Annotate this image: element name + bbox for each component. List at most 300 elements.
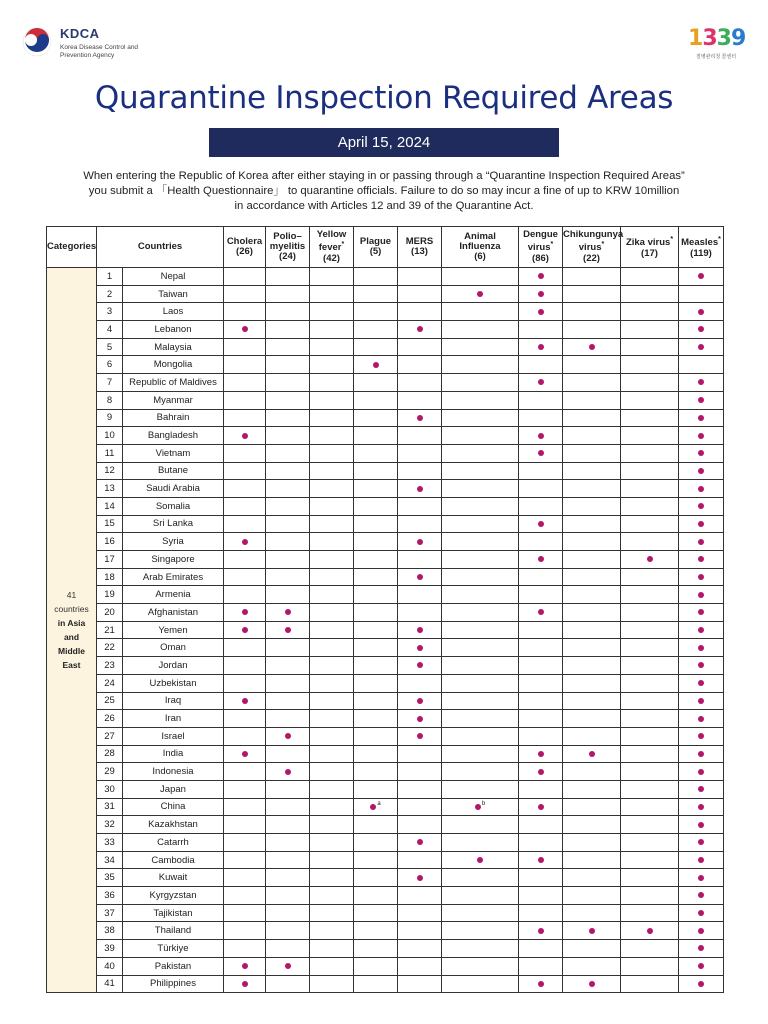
notice-line: you submit a 「Health Questionnaire」 to quarantine officials. Failure to do so may incur a fine of up to KRW 10million <box>88 185 680 197</box>
disease-cell <box>398 551 442 569</box>
row-number: 13 <box>97 480 123 498</box>
disease-cell <box>563 285 621 303</box>
disease-cell <box>398 303 442 321</box>
table-row <box>47 480 724 498</box>
disease-cell <box>310 957 354 975</box>
disease-cell <box>519 834 563 852</box>
row-number: 25 <box>97 692 123 710</box>
disease-cell <box>354 692 398 710</box>
country-name: Uzbekistan <box>123 674 224 692</box>
disease-cell <box>621 940 679 958</box>
table-row <box>47 869 724 887</box>
country-name: Republic of Maldives <box>123 374 224 392</box>
disease-header-line: Influenza <box>459 241 501 252</box>
disease-cell <box>442 586 519 604</box>
table-row <box>47 922 724 940</box>
disease-cell <box>224 427 266 445</box>
disease-cell <box>679 268 724 286</box>
required-dot-icon <box>417 539 423 545</box>
required-dot-icon <box>589 928 595 934</box>
country-name: Taiwan <box>123 285 224 303</box>
disease-cell <box>442 409 519 427</box>
disease-cell <box>354 356 398 374</box>
disease-cell <box>621 268 679 286</box>
required-dot-icon <box>647 928 653 934</box>
disease-cell <box>563 639 621 657</box>
disease-cell <box>563 692 621 710</box>
disease-header-line: (13) <box>411 246 428 257</box>
disease-cell <box>442 462 519 480</box>
country-name: Pakistan <box>123 957 224 975</box>
disease-cell <box>224 391 266 409</box>
disease-cell <box>442 480 519 498</box>
disease-cell <box>563 604 621 622</box>
disease-cell <box>519 798 563 816</box>
required-dot-icon <box>538 556 544 562</box>
disease-cell <box>679 639 724 657</box>
table-row <box>47 338 724 356</box>
country-name: Kuwait <box>123 869 224 887</box>
disease-cell <box>563 904 621 922</box>
disease-cell <box>563 657 621 675</box>
country-name: Somalia <box>123 497 224 515</box>
disease-cell <box>224 568 266 586</box>
required-dot-icon <box>698 344 704 350</box>
disease-cell <box>354 940 398 958</box>
disease-cell <box>519 533 563 551</box>
disease-cell <box>310 798 354 816</box>
disease-cell <box>398 568 442 586</box>
required-dot-icon <box>698 981 704 987</box>
disease-header-line: Zika virus* <box>625 236 674 249</box>
disease-cell <box>519 763 563 781</box>
disease-cell <box>679 551 724 569</box>
disease-cell <box>679 780 724 798</box>
disease-cell <box>398 444 442 462</box>
disease-cell <box>266 391 310 409</box>
disease-cell <box>563 568 621 586</box>
disease-cell <box>310 674 354 692</box>
disease-cell <box>563 551 621 569</box>
disease-cell <box>354 285 398 303</box>
disease-cell <box>563 303 621 321</box>
header-disease <box>519 227 563 268</box>
disease-cell <box>519 515 563 533</box>
required-dot-icon <box>538 433 544 439</box>
disease-cell <box>442 798 519 816</box>
disease-cell <box>442 374 519 392</box>
disease-cell <box>621 444 679 462</box>
required-dot-icon <box>698 556 704 562</box>
required-dot-icon <box>698 910 704 916</box>
required-dot-icon <box>477 857 483 863</box>
disease-cell <box>224 727 266 745</box>
required-dot-icon <box>538 309 544 315</box>
disease-cell <box>354 268 398 286</box>
date-banner: April 15, 2024 <box>209 128 559 157</box>
disease-cell <box>266 940 310 958</box>
required-dot-icon <box>647 556 653 562</box>
disease-cell <box>224 338 266 356</box>
category-line: and <box>63 632 80 643</box>
table-row <box>47 551 724 569</box>
required-dot-icon <box>285 609 291 615</box>
disease-cell <box>224 374 266 392</box>
disease-cell <box>563 745 621 763</box>
country-name: Türkiye <box>123 940 224 958</box>
disease-cell <box>679 391 724 409</box>
disease-cell <box>398 869 442 887</box>
disease-cell <box>519 285 563 303</box>
disease-cell <box>310 834 354 852</box>
row-number: 35 <box>97 869 123 887</box>
disease-cell <box>519 657 563 675</box>
row-number: 37 <box>97 904 123 922</box>
disease-cell <box>442 639 519 657</box>
row-number: 9 <box>97 409 123 427</box>
country-name: Kazakhstan <box>123 816 224 834</box>
disease-cell <box>621 710 679 728</box>
table-row <box>47 427 724 445</box>
footnote-mark: b <box>481 801 486 808</box>
disease-cell <box>621 515 679 533</box>
required-dot-icon <box>417 733 423 739</box>
disease-cell <box>354 409 398 427</box>
required-dot-icon <box>417 326 423 332</box>
disease-cell <box>519 480 563 498</box>
disease-cell <box>398 497 442 515</box>
country-name: Nepal <box>123 268 224 286</box>
disease-cell <box>679 480 724 498</box>
disease-cell <box>563 798 621 816</box>
disease-cell <box>310 639 354 657</box>
disease-cell <box>679 285 724 303</box>
required-dot-icon <box>698 468 704 474</box>
table-row <box>47 321 724 339</box>
disease-cell <box>354 321 398 339</box>
required-dot-icon <box>285 733 291 739</box>
disease-cell <box>442 922 519 940</box>
page-title: Quarantine Inspection Required Areas <box>94 80 674 116</box>
disease-cell <box>679 851 724 869</box>
disease-cell <box>563 268 621 286</box>
required-dot-icon <box>538 609 544 615</box>
required-dot-icon <box>538 981 544 987</box>
required-dot-icon <box>698 397 704 403</box>
required-dot-icon <box>698 680 704 686</box>
header-disease <box>442 227 519 268</box>
disease-cell <box>310 391 354 409</box>
disease-cell <box>442 568 519 586</box>
disease-cell <box>224 957 266 975</box>
country-name: Jordan <box>123 657 224 675</box>
disease-cell <box>398 975 442 993</box>
disease-cell <box>266 816 310 834</box>
disease-cell <box>621 604 679 622</box>
disease-cell <box>519 904 563 922</box>
disease-cell <box>442 745 519 763</box>
disease-cell <box>621 533 679 551</box>
country-name: Oman <box>123 639 224 657</box>
row-number: 36 <box>97 887 123 905</box>
disease-cell <box>519 851 563 869</box>
disease-cell <box>519 869 563 887</box>
disease-cell <box>354 657 398 675</box>
row-number: 12 <box>97 462 123 480</box>
disease-cell <box>563 763 621 781</box>
disease-cell <box>442 780 519 798</box>
disease-cell <box>519 268 563 286</box>
disease-cell <box>266 356 310 374</box>
disease-cell <box>563 533 621 551</box>
required-dot-icon <box>698 521 704 527</box>
disease-cell <box>224 409 266 427</box>
disease-cell <box>621 374 679 392</box>
disease-cell <box>224 657 266 675</box>
disease-cell <box>621 409 679 427</box>
disease-cell <box>398 480 442 498</box>
disease-cell <box>442 604 519 622</box>
country-name: Myanmar <box>123 391 224 409</box>
disease-cell <box>266 444 310 462</box>
disease-cell <box>621 568 679 586</box>
disease-cell <box>224 586 266 604</box>
disease-cell <box>354 586 398 604</box>
disease-cell <box>519 940 563 958</box>
table-row <box>47 975 724 993</box>
disease-cell <box>354 975 398 993</box>
disease-cell <box>398 321 442 339</box>
disease-cell <box>310 551 354 569</box>
disease-cell <box>310 303 354 321</box>
disease-cell <box>442 904 519 922</box>
table-row <box>47 816 724 834</box>
disease-cell <box>519 444 563 462</box>
disease-cell <box>224 834 266 852</box>
required-dot-icon <box>698 627 704 633</box>
disease-cell <box>519 303 563 321</box>
country-name: Vietnam <box>123 444 224 462</box>
required-dot-icon <box>698 309 704 315</box>
table-row <box>47 303 724 321</box>
disease-cell <box>266 674 310 692</box>
disease-cell <box>224 798 266 816</box>
disease-cell <box>442 674 519 692</box>
disease-cell <box>679 604 724 622</box>
disease-cell <box>679 816 724 834</box>
disease-cell <box>621 551 679 569</box>
header-disease <box>563 227 624 268</box>
hotline-digit: 9 <box>730 26 746 51</box>
disease-cell <box>266 851 310 869</box>
disease-cell <box>398 727 442 745</box>
disease-cell <box>563 515 621 533</box>
country-name: Lebanon <box>123 321 224 339</box>
row-number: 8 <box>97 391 123 409</box>
row-number: 16 <box>97 533 123 551</box>
notice-text <box>40 169 728 214</box>
disease-cell <box>679 922 724 940</box>
disease-cell <box>224 869 266 887</box>
disease-header-line: (42) <box>323 252 340 264</box>
disease-cell <box>266 285 310 303</box>
disease-cell <box>679 798 724 816</box>
required-dot-icon <box>698 751 704 757</box>
country-name: Kyrgyzstan <box>123 887 224 905</box>
disease-cell <box>398 391 442 409</box>
row-number: 6 <box>97 356 123 374</box>
disease-cell <box>679 674 724 692</box>
disease-header-line: (17) <box>641 247 658 259</box>
quarantine-table <box>46 226 724 993</box>
disease-cell <box>621 887 679 905</box>
required-dot-icon <box>698 539 704 545</box>
hotline-digit: 3 <box>716 26 731 51</box>
disease-cell <box>354 745 398 763</box>
required-dot-icon <box>698 592 704 598</box>
disease-cell <box>354 798 398 816</box>
disease-cell <box>266 763 310 781</box>
country-name: Sri Lanka <box>123 515 224 533</box>
hotline-number <box>688 26 745 51</box>
header-categories: Categories <box>47 227 97 268</box>
disease-header-line: Polio– <box>273 231 302 242</box>
row-number: 28 <box>97 745 123 763</box>
disease-cell <box>310 374 354 392</box>
row-number: 3 <box>97 303 123 321</box>
disease-cell <box>398 763 442 781</box>
disease-cell <box>266 904 310 922</box>
disease-cell <box>563 922 621 940</box>
disease-cell <box>621 869 679 887</box>
disease-cell <box>310 480 354 498</box>
required-dot-icon <box>370 804 376 810</box>
disease-cell <box>621 798 679 816</box>
disease-cell <box>621 303 679 321</box>
disease-cell <box>563 957 621 975</box>
country-name: Japan <box>123 780 224 798</box>
disease-cell <box>442 338 519 356</box>
disease-header-line: Cholera <box>226 236 263 247</box>
disease-cell <box>398 940 442 958</box>
disease-cell <box>354 869 398 887</box>
required-dot-icon <box>417 627 423 633</box>
table-row <box>47 515 724 533</box>
required-dot-icon <box>417 875 423 881</box>
disease-cell <box>519 621 563 639</box>
disease-cell <box>679 887 724 905</box>
disease-cell <box>621 285 679 303</box>
disease-cell <box>224 922 266 940</box>
disease-cell <box>621 816 679 834</box>
disease-cell <box>354 904 398 922</box>
disease-cell <box>442 887 519 905</box>
country-name: Philippines <box>123 975 224 993</box>
disease-cell <box>224 321 266 339</box>
disease-cell <box>224 462 266 480</box>
disease-cell <box>266 780 310 798</box>
required-dot-icon <box>698 273 704 279</box>
disease-cell <box>310 621 354 639</box>
disease-cell <box>519 692 563 710</box>
country-name: Armenia <box>123 586 224 604</box>
disease-cell <box>266 621 310 639</box>
table-row <box>47 798 724 816</box>
footnote-mark: a <box>377 801 381 808</box>
disease-cell <box>563 338 621 356</box>
disease-cell <box>354 533 398 551</box>
row-number: 38 <box>97 922 123 940</box>
required-dot-icon <box>417 574 423 580</box>
required-dot-icon <box>242 751 248 757</box>
org-name-line2: Prevention Agency <box>60 52 115 59</box>
disease-cell <box>519 551 563 569</box>
disease-cell <box>519 462 563 480</box>
org-name-line1: Korea Disease Control and <box>60 44 139 51</box>
disease-cell <box>354 391 398 409</box>
required-dot-icon <box>698 433 704 439</box>
table-row <box>47 887 724 905</box>
disease-cell <box>354 957 398 975</box>
disease-cell <box>310 692 354 710</box>
asterisk-note: * <box>670 236 674 244</box>
disease-cell <box>224 480 266 498</box>
table-row <box>47 356 724 374</box>
required-dot-icon <box>242 981 248 987</box>
required-dot-icon <box>698 822 704 828</box>
disease-cell <box>310 444 354 462</box>
disease-cell <box>310 427 354 445</box>
disease-cell <box>679 904 724 922</box>
disease-cell <box>224 674 266 692</box>
disease-cell <box>442 444 519 462</box>
disease-cell <box>224 639 266 657</box>
disease-cell <box>224 621 266 639</box>
disease-cell <box>224 763 266 781</box>
disease-cell <box>398 427 442 445</box>
disease-cell <box>519 727 563 745</box>
disease-cell <box>310 568 354 586</box>
disease-header-line: (5) <box>369 246 382 257</box>
table-row <box>47 285 724 303</box>
row-number: 32 <box>97 816 123 834</box>
country-name: Mongolia <box>123 356 224 374</box>
disease-cell <box>266 480 310 498</box>
disease-cell <box>621 621 679 639</box>
disease-cell <box>442 303 519 321</box>
disease-cell <box>442 268 519 286</box>
disease-cell <box>519 780 563 798</box>
disease-cell <box>354 462 398 480</box>
disease-cell <box>310 851 354 869</box>
disease-cell <box>519 816 563 834</box>
required-dot-icon <box>698 574 704 580</box>
header-disease <box>310 227 354 268</box>
required-dot-icon <box>538 751 544 757</box>
disease-cell <box>621 834 679 852</box>
row-number: 29 <box>97 763 123 781</box>
disease-cell <box>354 497 398 515</box>
required-dot-icon <box>242 627 248 633</box>
required-dot-icon <box>698 698 704 704</box>
required-dot-icon <box>698 415 704 421</box>
disease-cell <box>266 462 310 480</box>
notice-line: in accordance with Articles 12 and 39 of the Quarantine Act. <box>234 200 534 212</box>
disease-cell <box>398 922 442 940</box>
country-name: Iran <box>123 710 224 728</box>
disease-cell <box>266 922 310 940</box>
country-name: India <box>123 745 224 763</box>
